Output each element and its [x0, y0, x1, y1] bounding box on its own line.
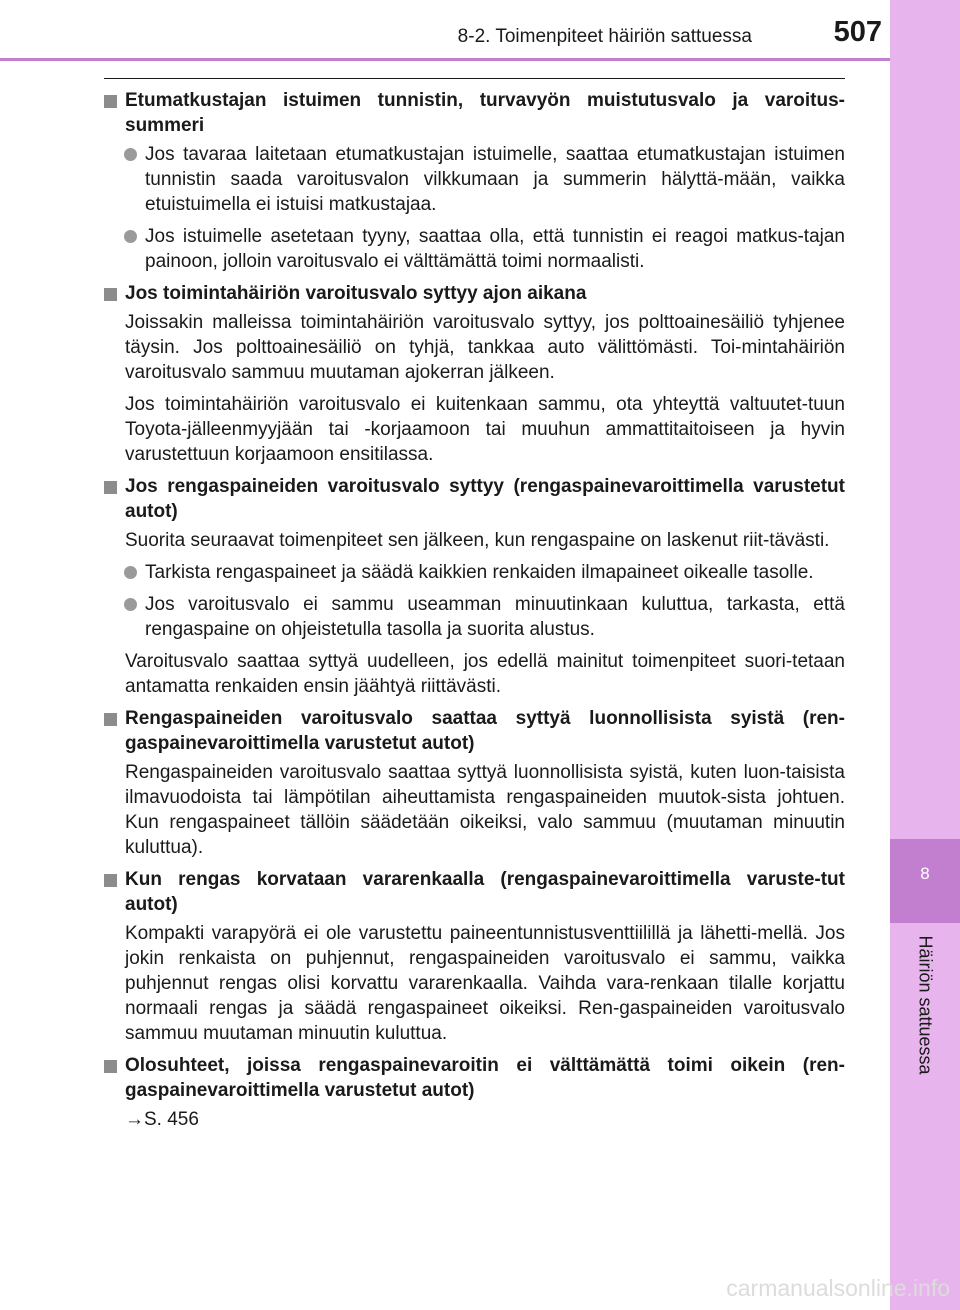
- section-heading: [104, 1053, 845, 1103]
- side-tab: [890, 0, 960, 1310]
- header-rule: [0, 58, 890, 61]
- square-bullet-icon: [104, 874, 117, 887]
- paragraph: Rengaspaineiden varoitusvalo saattaa syttyä luonnollisista syistä, kuten luon-taisista ilmavuodoista tai lämpötilan aiheuttamista rengaspaineiden muutok-sista johtuen. Kun rengaspaineet tällöin säädetään oikeiksi, valo sammuu (muutaman minuutin kuluttua).: [125, 762, 845, 858]
- paragraph: Varoitusvalo saattaa syttyä uudelleen, jos edellä mainitut toimenpiteet suori-tetaan antamatta renkaiden ensin jäähtyä riittävästi.: [125, 651, 845, 697]
- round-bullet-icon: [124, 148, 137, 161]
- heading-text: Jos toimintahäiriön varoitusvalo syttyy ajon aikana: [125, 283, 587, 304]
- paragraph: Joissakin malleissa toimintahäiriön varoitusvalo syttyy, jos polttoainesäiliö tyhjenee täysin. Jos polttoainesäiliö on tyhjä, tankkaa auto välittömästi. Toi-mintahäiriön varoitusvalo sammuu muutaman ajokerran jälkeen.: [125, 312, 845, 383]
- square-bullet-icon: [104, 713, 117, 726]
- chapter-title: Häiriön sattuessa: [915, 935, 936, 1075]
- section-heading: [104, 281, 845, 306]
- paragraph: Suorita seuraavat toimenpiteet sen jälkeen, kun rengaspaine on laskenut riit-tävästi.: [125, 530, 830, 551]
- page-number: 507: [833, 16, 882, 48]
- paragraph: Kompakti varapyörä ei ole varustettu paineentunnistusventtiilillä ja lähetti-mellä. Jos jokin renkaista on puhjennut, rengaspaineiden varoitusvalo ei sammu, vaikka puhjennut rengas olisi korvattu vararenkaalla. Vaihda vara-renkaan tilalle korjattu normaali rengas ja säädä rengaspaineet oikeiksi. Ren-gaspaineiden varoitusvalo sammuu muutaman minuutin kuluttua.: [125, 923, 845, 1044]
- list-item-text: Jos varoitusvalo ei sammu useamman minuutinkaan kuluttua, tarkasta, että rengaspaine on ohjeistetulla tasolla ja suorita alustus.: [145, 594, 845, 640]
- square-bullet-icon: [104, 1060, 117, 1073]
- square-bullet-icon: [104, 288, 117, 301]
- round-bullet-icon: [124, 598, 137, 611]
- chapter-number: 8: [920, 864, 930, 883]
- list-item-text: Jos tavaraa laitetaan etumatkustajan istuimelle, saattaa etumatkustajan istuimen tunnistin saada varoitusvalon vilkkumaan ja summerin hälyttä-mään, vaikka etuistuimella ei istuisi matkustajaa.: [145, 144, 845, 215]
- list-item: [104, 560, 845, 585]
- content-rule: [104, 78, 845, 79]
- list-item: [104, 592, 845, 642]
- section-heading: [104, 867, 845, 917]
- round-bullet-icon: [124, 566, 137, 579]
- heading-text: Olosuhteet, joissa rengaspainevaroitin ei välttämättä toimi oikein (ren-gaspainevaroittimella varustetut autot): [125, 1055, 845, 1101]
- heading-text: Rengaspaineiden varoitusvalo saattaa syttyä luonnollisista syistä (ren-gaspainevaroittimella varustetut autot): [125, 708, 845, 754]
- list-item: [104, 142, 845, 217]
- square-bullet-icon: [104, 481, 117, 494]
- watermark: carmanualsonline.info: [726, 1275, 950, 1301]
- list-item-text: Tarkista rengaspaineet ja säädä kaikkien renkaiden ilmapaineet oikealle tasolle.: [145, 562, 814, 583]
- section-heading: [104, 88, 845, 138]
- paragraph: Jos toimintahäiriön varoitusvalo ei kuitenkaan sammu, ota yhteyttä valtuutet-tuun Toyota-jälleenmyyjään tai -korjaamoon tai muuhun ammattitaitoiseen ja hyvin varustettuun korjaamoon ensitilassa.: [125, 394, 845, 465]
- heading-text: Etumatkustajan istuimen tunnistin, turvavyön muistutusvalo ja varoitus-summeri: [125, 90, 845, 136]
- section-heading: [104, 474, 845, 524]
- list-item-text: Jos istuimelle asetetaan tyyny, saattaa olla, että tunnistin ei reagoi matkus-tajan painoon, jolloin varoitusvalo ei välttämättä toimi normaalisti.: [145, 226, 845, 272]
- heading-text: Kun rengas korvataan vararenkaalla (rengaspainevaroittimella varuste-tut autot): [125, 869, 845, 915]
- heading-text: Jos rengaspaineiden varoitusvalo syttyy (rengaspainevaroittimella varustetut autot): [125, 476, 845, 522]
- section-title: 8-2. Toimenpiteet häiriön sattuessa: [457, 26, 752, 47]
- square-bullet-icon: [104, 95, 117, 108]
- page-reference-link[interactable]: →S. 456: [125, 1109, 199, 1130]
- round-bullet-icon: [124, 230, 137, 243]
- section-heading: [104, 706, 845, 756]
- list-item: [104, 224, 845, 274]
- page-content: [104, 88, 845, 1139]
